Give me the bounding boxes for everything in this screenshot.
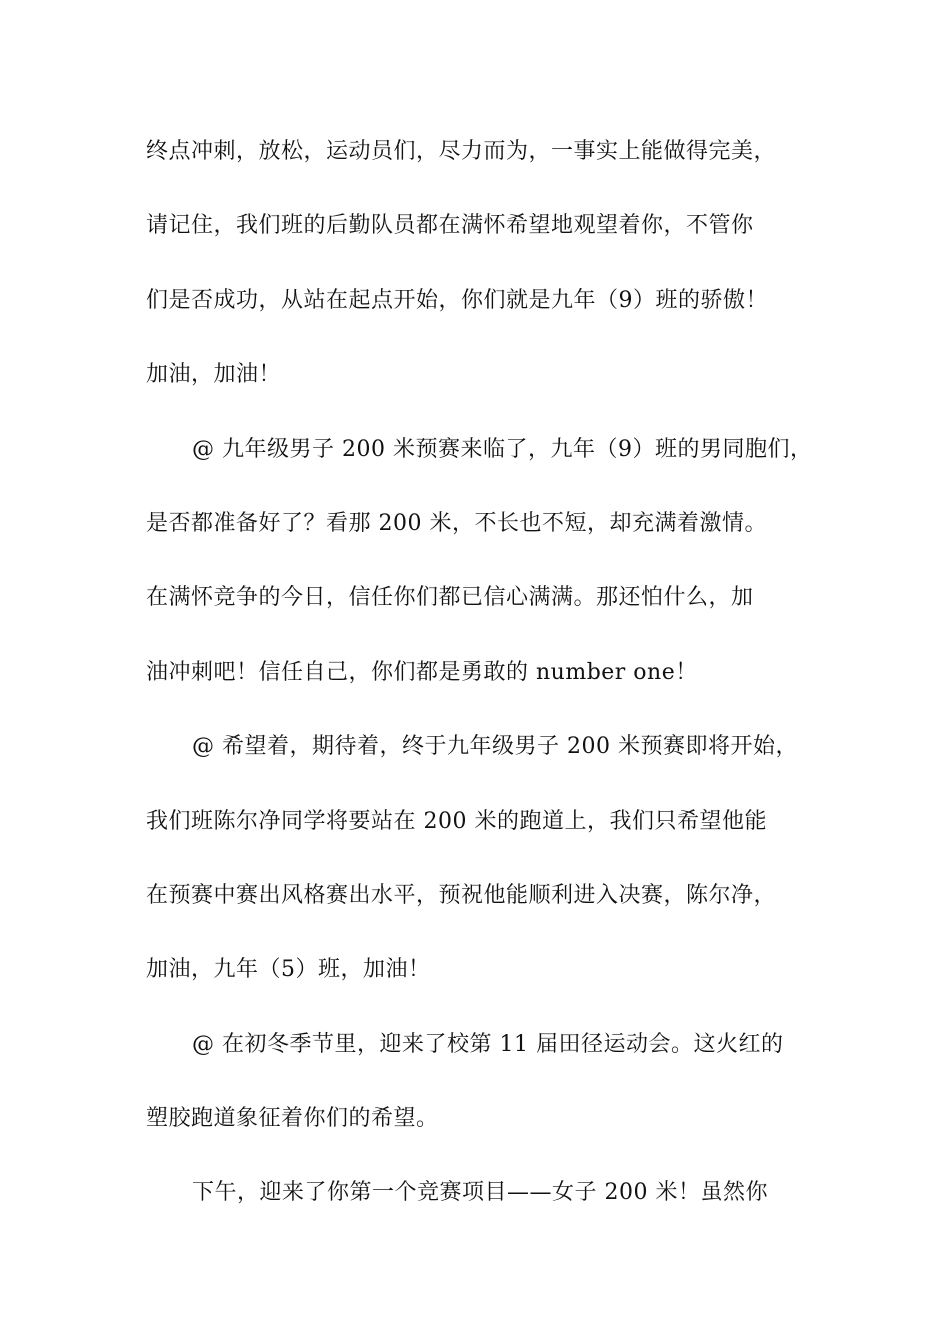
- text-line-9: @ 希望着，期待着，终于九年级男子 200 米预赛即将开始，: [192, 734, 798, 760]
- text-line-3: 们是否成功，从站在起点开始，你们就是九年（9）班的骄傲！: [146, 287, 768, 313]
- text-line-14: 塑胶跑道象征着你们的希望。: [146, 1106, 439, 1132]
- text-line-5: @ 九年级男子 200 米预赛来临了，九年（9）班的男同胞们，: [192, 436, 813, 462]
- text-line-8: 油冲刺吧！信任自己，你们都是勇敢的 number one！: [146, 659, 698, 685]
- text-line-11: 在预赛中赛出风格赛出水平，预祝他能顺利进入决赛，陈尔净，: [146, 882, 777, 908]
- text-line-13: @ 在初冬季节里，迎来了校第 11 届田径运动会。这火红的: [192, 1031, 784, 1057]
- text-line-2: 请记住，我们班的后勤队员都在满怀希望地观望着你，不管你: [146, 213, 754, 239]
- text-line-15: 下午，迎来了你第一个竞赛项目——女子 200 米！虽然你: [192, 1180, 768, 1206]
- text-line-7: 在满怀竞争的今日，信任你们都已信心满满。那还怕什么，加: [146, 585, 754, 611]
- body-text: [146, 130, 836, 1246]
- text-line-10: 我们班陈尔净同学将要站在 200 米的跑道上，我们只希望他能: [146, 808, 767, 834]
- text-line-12: 加油，九年（5）班，加油！: [146, 957, 431, 983]
- text-line-6: 是否都准备好了？看那 200 米，不长也不短，却充满着激情。: [146, 510, 767, 536]
- text-line-1: 终点冲刺，放松，运动员们，尽力而为，一事实上能做得完美，: [146, 139, 777, 164]
- text-line-4: 加油，加油！: [146, 362, 282, 388]
